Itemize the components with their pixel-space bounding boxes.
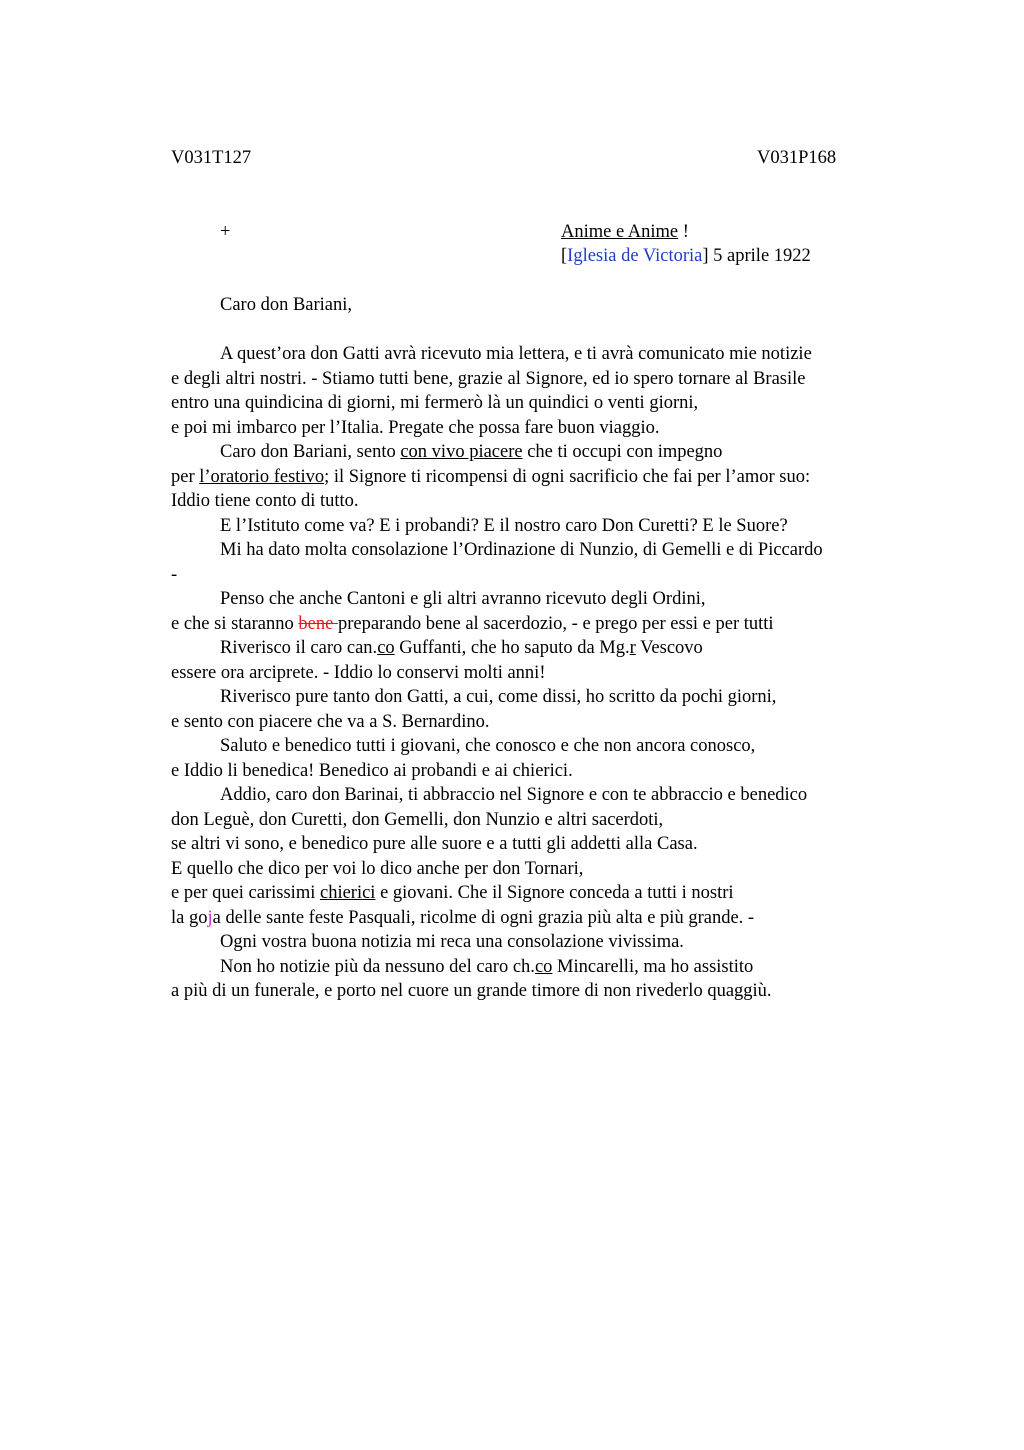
- inserted-letter: j: [207, 907, 213, 928]
- underlined-abbrev: co: [534, 956, 553, 977]
- letter-title: [561, 220, 689, 245]
- body-line: entro una quindicina di giorni, mi fermerò là un quindici o venti giorni,: [171, 393, 699, 413]
- body-line: e sento con piacere che va a S. Bernardino.: [171, 711, 490, 732]
- body-line: Non ho notizie più da nessuno del caro ch.co Mincarelli, ma ho assistito: [220, 956, 754, 977]
- body-line: essere ora arciprete. - Iddio lo conservi molti anni!: [171, 662, 546, 683]
- body-line: se altri vi sono, e benedico pure alle suore e a tutti gli addetti alla Casa.: [171, 834, 698, 854]
- body-line: Ogni vostra buona notizia mi reca una consolazione vivissima.: [220, 932, 684, 952]
- body-line: don Leguè, don Curetti, don Gemelli, don Nunzio e altri sacerdoti,: [171, 809, 664, 830]
- salutation: Caro don Bariani,: [220, 295, 353, 315]
- body-line: Riverisco pure tanto don Gatti, a cui, come dissi, ho scritto da pochi giorni,: [220, 687, 777, 707]
- place-bracket-open: [: [561, 246, 568, 266]
- body-line: Mi ha dato molta consolazione l’Ordinazione di Nunzio, di Gemelli e di Piccardo: [220, 540, 823, 560]
- document-code-left: V031T127: [171, 148, 252, 168]
- struck-word: bene: [298, 613, 338, 634]
- body-line: E quello che dico per voi lo dico anche per don Tornari,: [171, 858, 584, 879]
- body-line: Saluto e benedico tutti i giovani, che conosco e che non ancora conosco,: [220, 736, 756, 756]
- body-line: e degli altri nostri. - Stiamo tutti bene, grazie al Signore, ed io spero tornare al Brasile: [171, 368, 806, 389]
- place-date-line: [561, 244, 811, 269]
- body-line: e Iddio li benedica! Benedico ai probandi e ai chierici.: [171, 760, 573, 781]
- body-line: e che si staranno bene preparando bene al sacerdozio, - e prego per essi e per tutti: [171, 613, 774, 634]
- body-line: E l’Istituto come va? E i probandi? E il nostro caro Don Curetti? E le Suore?: [220, 515, 788, 536]
- document-code-right: V031P168: [757, 148, 837, 168]
- body-line: Penso che anche Cantoni e gli altri avranno ricevuto degli Ordini,: [220, 589, 706, 609]
- letter-date: 5 aprile 1922: [708, 246, 811, 266]
- body-line: A quest’ora don Gatti avrà ricevuto mia lettera, e ti avrà comunicato mie notizie: [220, 344, 812, 364]
- letter-title-text: Anime e Anime: [561, 222, 679, 242]
- body-line: Caro don Bariani, sento con vivo piacere che ti occupi con impegno: [220, 442, 723, 462]
- body-line: la goja delle sante feste Pasquali, ricolme di ogni grazia più alta e più grande. -: [171, 907, 755, 928]
- underlined-abbrev: co: [377, 638, 395, 658]
- place-bracket-close: ]: [702, 246, 709, 266]
- letter-body: [171, 342, 911, 1004]
- underlined-abbrev: r: [629, 638, 636, 658]
- underlined-phrase: con vivo piacere: [400, 442, 523, 462]
- body-line: -: [171, 564, 178, 585]
- body-line: Addio, caro don Barinai, ti abbraccio nel Signore e con te abbraccio e benedico: [220, 785, 808, 805]
- underlined-phrase: l’oratorio festivo: [199, 466, 325, 487]
- letter-title-mark: !: [678, 222, 689, 242]
- underlined-phrase: chierici: [319, 883, 376, 903]
- body-line: per l’oratorio festivo; il Signore ti ricompensi di ogni sacrificio che fai per l’amor suo:: [171, 466, 811, 487]
- place-name: Iglesia de Victoria: [567, 246, 703, 266]
- body-line: Iddio tiene conto di tutto.: [171, 491, 359, 511]
- body-line: a più di un funerale, e porto nel cuore un grande timore di non rivederlo quaggiù.: [171, 981, 772, 1001]
- body-line: e poi mi imbarco per l’Italia. Pregate che possa fare buon viaggio.: [171, 417, 660, 438]
- body-line: Riverisco il caro can.co Guffanti, che ho saputo da Mg.r Vescovo: [220, 638, 703, 658]
- cross-mark: +: [220, 222, 231, 242]
- body-line: e per quei carissimi chierici e giovani. Che il Signore conceda a tutti i nostri: [171, 883, 734, 903]
